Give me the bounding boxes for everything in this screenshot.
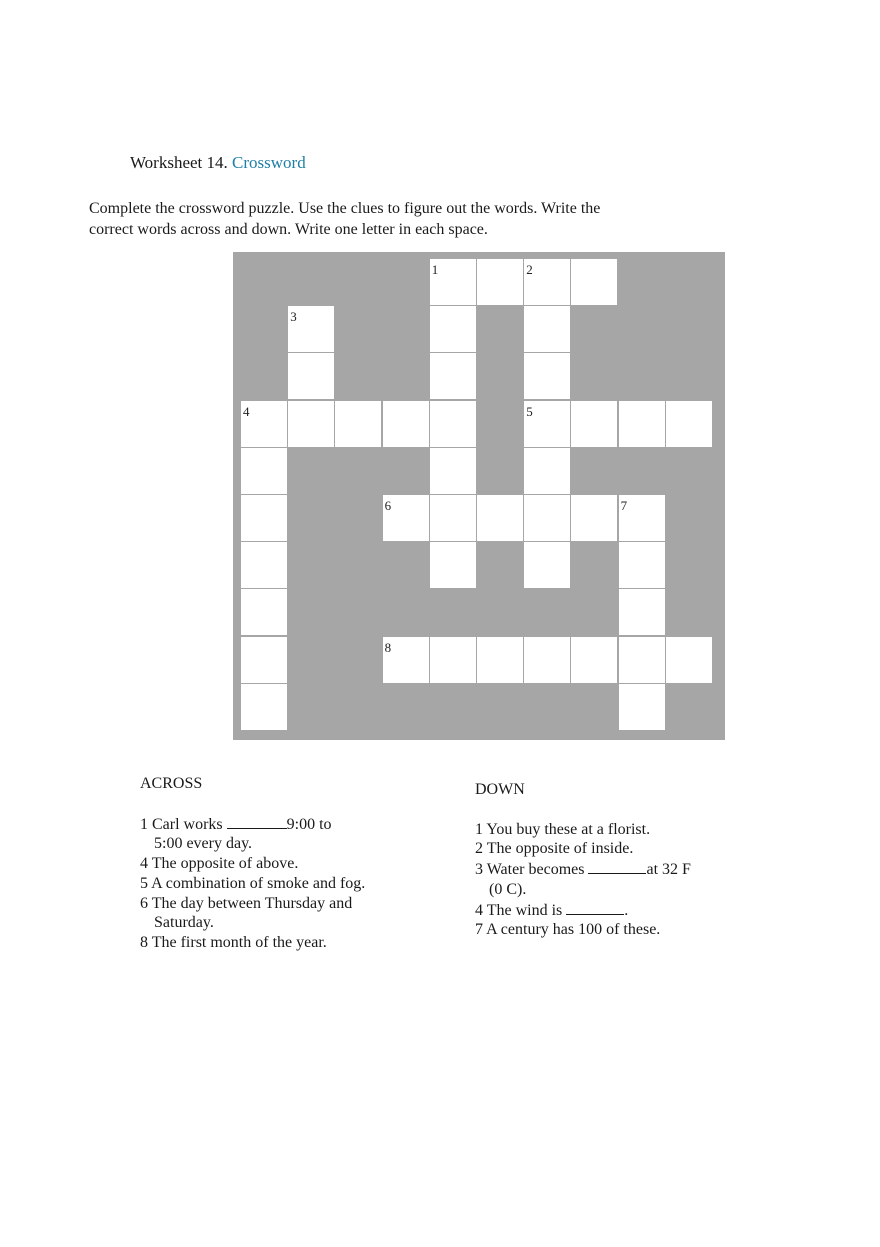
crossword-cell[interactable] — [619, 542, 665, 588]
crossword-cell[interactable] — [524, 637, 570, 683]
crossword-grid — [233, 252, 725, 740]
crossword-cell[interactable] — [571, 401, 617, 447]
crossword-cell[interactable] — [571, 259, 617, 305]
crossword-cell[interactable] — [524, 306, 570, 352]
crossword-cell[interactable] — [383, 401, 429, 447]
down-clue-1: 1 You buy these at a florist. — [475, 820, 651, 838]
crossword-cell[interactable] — [477, 259, 523, 305]
crossword-cell[interactable] — [619, 401, 665, 447]
worksheet-title — [130, 153, 306, 173]
down-clue-4: 4 The wind is . — [475, 901, 629, 919]
crossword-cell[interactable] — [524, 542, 570, 588]
clue-number-label: 2 — [526, 262, 533, 277]
crossword-cell[interactable] — [619, 684, 665, 730]
instructions-line-1: Complete the crossword puzzle. Use the clues to figure out the words. Write the — [89, 200, 601, 217]
crossword-cell[interactable] — [241, 684, 287, 730]
clue-number-label: 3 — [290, 309, 297, 325]
answer-blank[interactable] — [566, 900, 624, 915]
clue-number-label: 5 — [526, 403, 533, 419]
crossword-cell[interactable] — [430, 401, 476, 447]
down-heading: DOWN — [475, 781, 525, 798]
crossword-cell[interactable] — [524, 495, 570, 541]
answer-blank[interactable] — [588, 859, 646, 874]
across-clue-8: 8 The first month of the year. — [140, 933, 327, 951]
crossword-cell[interactable] — [619, 637, 665, 683]
crossword-cell[interactable] — [666, 401, 712, 447]
across-clues — [140, 774, 440, 953]
instructions-line-2: correct words across and down. Write one letter in each space. — [89, 221, 488, 238]
crossword-cell[interactable] — [430, 306, 476, 352]
down-clues — [475, 780, 755, 940]
crossword-cell[interactable] — [477, 637, 523, 683]
crossword-cell[interactable] — [666, 637, 712, 683]
instructions — [89, 198, 689, 240]
title-prefix: Worksheet 14. — [130, 153, 233, 172]
crossword-cell[interactable] — [241, 495, 287, 541]
across-clue-5: 5 A combination of smoke and fog. — [140, 874, 366, 892]
crossword-cell[interactable] — [288, 353, 334, 399]
crossword-cell[interactable] — [524, 448, 570, 494]
crossword-cell[interactable] — [335, 401, 381, 447]
crossword-cell[interactable] — [288, 401, 334, 447]
down-clue-3: 3 Water becomes at 32 F (0 C). — [475, 861, 691, 898]
down-clue-2: 2 The opposite of inside. — [475, 840, 634, 858]
crossword-cell[interactable] — [619, 589, 665, 635]
crossword-cell[interactable] — [430, 495, 476, 541]
clue-number-label: 6 — [384, 498, 392, 513]
crossword-cell[interactable] — [430, 448, 476, 494]
answer-blank[interactable] — [227, 814, 287, 829]
clue-number-label: 1 — [431, 262, 439, 277]
title-accent: Crossword — [232, 153, 306, 172]
crossword-cell[interactable] — [571, 637, 617, 683]
clue-number-label: 4 — [243, 403, 250, 419]
crossword-cell[interactable] — [571, 495, 617, 541]
crossword-cell[interactable] — [430, 353, 476, 399]
across-clue-4: 4 The opposite of above. — [140, 855, 299, 873]
crossword-cell[interactable] — [241, 589, 287, 635]
crossword-cell[interactable] — [241, 637, 287, 683]
crossword-cell[interactable] — [241, 542, 287, 588]
down-clue-7: 7 A century has 100 of these. — [475, 921, 661, 939]
across-clue-6: 6 The day between Thursday and Saturday. — [140, 894, 353, 932]
clue-number-label: 7 — [620, 498, 628, 513]
crossword-cell[interactable] — [430, 637, 476, 683]
crossword-cell[interactable] — [241, 448, 287, 494]
across-clue-1: 1 Carl works 9:00 to 5:00 every day. — [140, 815, 332, 853]
crossword-cell[interactable] — [430, 542, 476, 588]
across-heading: ACROSS — [140, 775, 203, 792]
crossword-cell[interactable] — [524, 353, 570, 399]
clue-number-label: 8 — [384, 639, 392, 655]
crossword-cell[interactable] — [477, 495, 523, 541]
